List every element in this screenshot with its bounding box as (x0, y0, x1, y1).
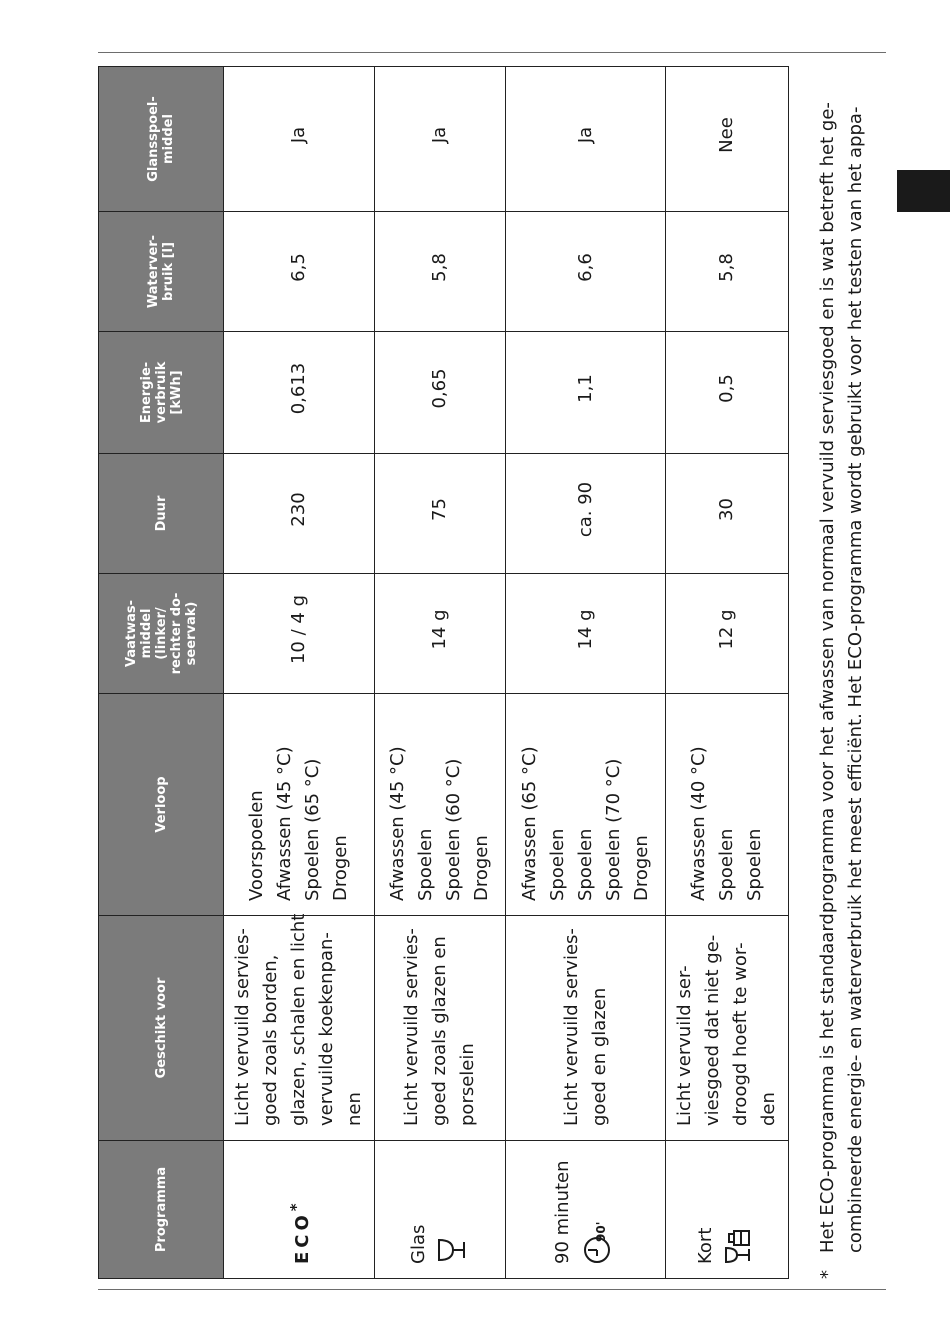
duration-cell: 30 (666, 454, 789, 574)
detergent-cell: 10 / 4 g (224, 574, 375, 694)
table-row (506, 67, 666, 1279)
phase-line: Afwassen (45 °C) (387, 746, 408, 901)
suitable-line: porselein (457, 1043, 478, 1126)
rotated-page-content (98, 67, 885, 1279)
section-tab-marker (897, 170, 950, 212)
header-geschikt-voor: Geschikt voor (99, 916, 224, 1141)
eco-footnote (814, 67, 870, 1279)
program-table (98, 66, 789, 1279)
program-name-90-minuten: 90 minuten (552, 1160, 573, 1264)
suitable-line: glazen, schalen en licht (288, 913, 309, 1126)
phase-line: Spoelen (70 °C) (602, 758, 624, 901)
energy-cell: 1,1 (506, 332, 666, 454)
quick-wash-icon (724, 1228, 763, 1264)
phase-line: Afwassen (65 °C) (518, 746, 540, 901)
phase-line: Spoelen (546, 828, 568, 901)
clock-90-label: 90' (594, 1221, 608, 1242)
suitable-cell (666, 916, 789, 1141)
program-cell (666, 1141, 789, 1279)
suitable-line: goed zoals glazen en (429, 936, 450, 1126)
header-programma: Programma (99, 1141, 224, 1279)
table-header-row (99, 67, 224, 1279)
suitable-line: viesgoed dat niet ge- (702, 934, 723, 1126)
program-name-eco: ECO (291, 1211, 313, 1264)
header-duur: Duur (99, 454, 224, 574)
detergent-cell: 14 g (506, 574, 666, 694)
duration-cell: ca. 90 (506, 454, 666, 574)
program-cell (224, 1141, 375, 1279)
phases-cell (506, 694, 666, 916)
header-glansspoelmiddel: Glansspoel- middel (99, 67, 224, 212)
water-cell: 5,8 (375, 212, 506, 332)
phases-cell (375, 694, 506, 916)
suitable-line: Licht vervuild servies- (232, 928, 253, 1126)
water-cell: 6,5 (224, 212, 375, 332)
suitable-line: droogd hoeft te wor- (730, 942, 751, 1126)
suitable-cell (224, 913, 375, 1141)
suitable-line: Licht vervuild servies- (560, 928, 582, 1126)
phase-line: Spoelen (574, 828, 596, 901)
phase-line: Spoelen (415, 828, 436, 901)
duration-cell: 75 (375, 454, 506, 574)
bottom-rule (98, 1289, 886, 1290)
header-waterverbruik: Waterver- bruik [l] (99, 212, 224, 332)
suitable-line: nen (344, 1092, 365, 1126)
footnote-text: Het ECO-programma is het standaardprogramma voor het afwassen van normaal vervuild serviesgoed en is wat betreft het ge- combineerde energie- en waterverbruik het meest efficiënt. Het ECO-programma wordt gebruikt voor het testen van het appa- (817, 102, 866, 1253)
phase-line: Spoelen (716, 828, 737, 901)
phase-line: Afwassen (45 °C) (274, 746, 295, 901)
suitable-line: den (758, 1092, 779, 1126)
phase-line: Voorspoelen (246, 790, 267, 901)
program-cell (506, 1141, 666, 1279)
table-row (375, 67, 506, 1279)
header-verloop: Verloop (99, 694, 224, 916)
suitable-line: goed zoals borden, (260, 954, 281, 1126)
suitable-cell (506, 916, 666, 1141)
program-cell (375, 1141, 506, 1279)
rinse-aid-cell: Ja (375, 67, 506, 212)
suitable-line: Licht vervuild servies- (401, 928, 422, 1126)
rinse-aid-cell: Ja (506, 67, 666, 212)
program-name-glas: Glas (407, 1224, 429, 1264)
rinse-aid-cell: Ja (224, 67, 375, 212)
phase-line: Spoelen (65 °C) (302, 758, 323, 901)
phase-line: Drogen (630, 835, 652, 901)
phase-line: Afwassen (40 °C) (688, 746, 709, 901)
suitable-line: goed en glazen (588, 987, 610, 1126)
energy-cell: 0,5 (666, 332, 789, 454)
phases-cell (666, 694, 789, 916)
clock-90-icon (581, 1220, 622, 1264)
top-rule (98, 52, 886, 53)
water-cell: 5,8 (666, 212, 789, 332)
footnote-marker: * (817, 1270, 838, 1279)
glass-icon (437, 1230, 476, 1264)
rinse-aid-cell: Nee (666, 67, 789, 212)
phase-line: Spoelen (744, 828, 765, 901)
table-row (224, 67, 375, 1279)
suitable-line: vervuilde koekenpan- (316, 932, 337, 1126)
energy-cell: 0,613 (224, 332, 375, 454)
eco-footnote-star: * (286, 1203, 305, 1212)
phases-cell (224, 694, 375, 916)
table-row (666, 67, 789, 1279)
phase-line: Spoelen (60 °C) (443, 758, 464, 901)
detergent-cell: 14 g (375, 574, 506, 694)
water-cell: 6,6 (506, 212, 666, 332)
detergent-cell: 12 g (666, 574, 789, 694)
duration-cell: 230 (224, 454, 375, 574)
phase-line: Drogen (330, 835, 351, 901)
program-name-kort: Kort (694, 1227, 716, 1264)
header-energieverbruik: Energie- verbruik [kWh] (99, 332, 224, 454)
phase-line: Drogen (471, 835, 492, 901)
energy-cell: 0,65 (375, 332, 506, 454)
suitable-line: Licht vervuild ser- (674, 965, 695, 1126)
suitable-cell (375, 916, 506, 1141)
header-vaatwasmiddel: Vaatwas- middel (linker/ rechter do- seervak) (99, 574, 224, 694)
